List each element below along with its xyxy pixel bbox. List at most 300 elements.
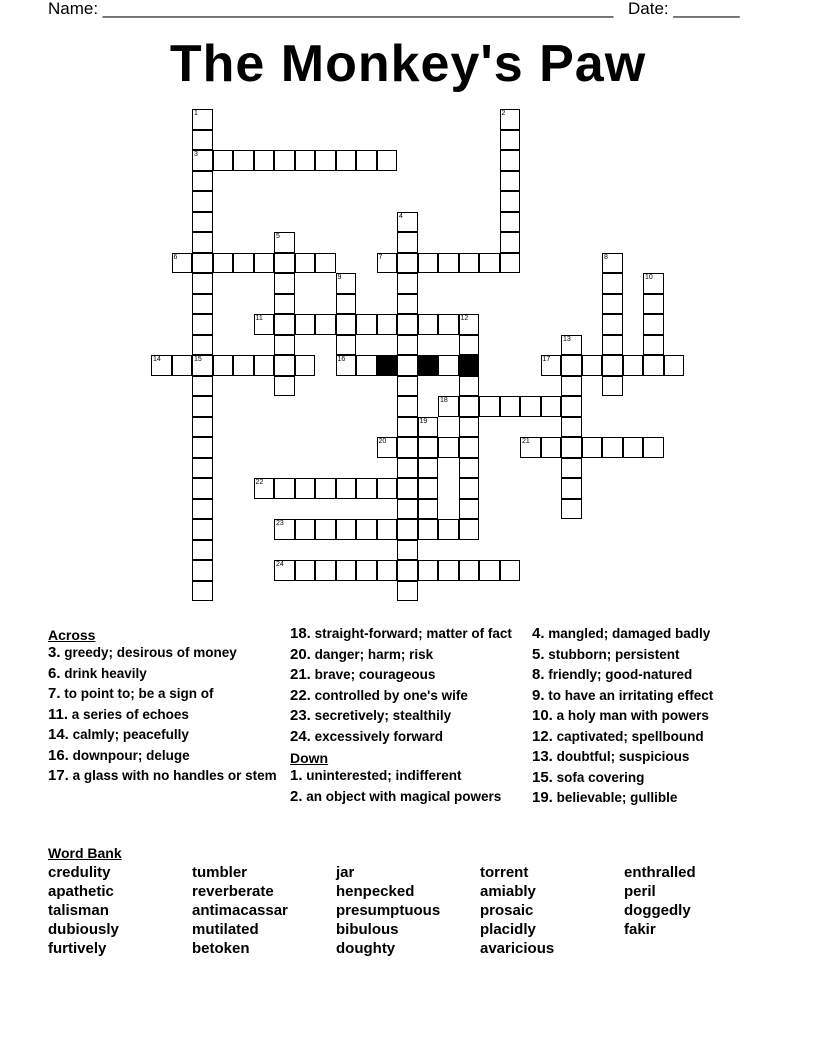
grid-cell[interactable]: [315, 560, 336, 581]
grid-cell[interactable]: [500, 212, 521, 233]
grid-cell[interactable]: [520, 396, 541, 417]
clue-number: 20: [378, 438, 387, 445]
word-bank-column: [624, 863, 764, 939]
grid-cell[interactable]: [459, 499, 480, 520]
grid-cell[interactable]: [459, 376, 480, 397]
word-bank-word: furtively: [48, 940, 107, 957]
clue-item: [290, 645, 530, 663]
grid-cell[interactable]: [541, 437, 562, 458]
grid-cell[interactable]: [418, 458, 439, 479]
grid-cell[interactable]: [274, 335, 295, 356]
grid-cell[interactable]: [623, 355, 644, 376]
clue-text: a series of echoes: [68, 706, 189, 722]
clue-number-label: 21.: [290, 666, 311, 683]
grid-cell[interactable]: [397, 212, 418, 233]
across-heading: Across: [48, 627, 96, 643]
clue-item: [290, 709, 530, 723]
grid-cell[interactable]: [233, 355, 254, 376]
clue-item: [290, 627, 530, 641]
clue-number-label: 19.: [532, 789, 553, 806]
clue-number-label: 17.: [48, 767, 69, 784]
grid-cell[interactable]: [664, 355, 685, 376]
grid-cell[interactable]: [561, 355, 582, 376]
grid-cell[interactable]: [192, 519, 213, 540]
grid-cell[interactable]: [459, 458, 480, 479]
grid-cell[interactable]: [602, 437, 623, 458]
grid-cell[interactable]: [397, 540, 418, 561]
grid-cell[interactable]: [356, 355, 377, 376]
grid-cell[interactable]: [418, 437, 439, 458]
grid-cell[interactable]: [377, 519, 398, 540]
grid-cell[interactable]: [418, 519, 439, 540]
clue-text: mangled; damaged badly: [544, 626, 711, 641]
clue-number-label: 12.: [532, 727, 553, 745]
clue-number-label: 9.: [532, 686, 545, 704]
grid-cell[interactable]: [336, 560, 357, 581]
grid-cell[interactable]: [254, 253, 275, 274]
grid-cell[interactable]: [192, 232, 213, 253]
clue-text: drink heavily: [60, 665, 147, 681]
clue-item: [532, 750, 772, 764]
grid-cell[interactable]: [418, 478, 439, 499]
word-bank-word: credulity: [48, 864, 111, 881]
clue-item: [48, 664, 288, 682]
grid-cell[interactable]: [602, 314, 623, 335]
grid-cell[interactable]: [295, 560, 316, 581]
grid-cell[interactable]: [459, 437, 480, 458]
clue-number: 2: [501, 110, 506, 117]
clue-text: captivated; spellbound: [552, 728, 704, 744]
grid-cell[interactable]: [295, 253, 316, 274]
grid-cell[interactable]: [274, 355, 295, 376]
grid-cell[interactable]: [561, 458, 582, 479]
grid-cell[interactable]: [438, 314, 459, 335]
clue-text: straight-forward; matter of fact: [310, 626, 512, 641]
clue-item: [532, 668, 772, 682]
grid-cell[interactable]: [643, 335, 664, 356]
clue-text: friendly; good-natured: [544, 667, 693, 682]
grid-cell[interactable]: [336, 294, 357, 315]
grid-cell[interactable]: [479, 396, 500, 417]
grid-cell[interactable]: [254, 150, 275, 171]
grid-cell[interactable]: [192, 335, 213, 356]
clue-number-label: 1.: [290, 767, 303, 784]
clue-number: 12: [460, 315, 469, 322]
clue-number: 19: [419, 417, 428, 425]
grid-cell[interactable]: [500, 130, 521, 151]
grid-cell[interactable]: [336, 335, 357, 356]
grid-cell[interactable]: [315, 253, 336, 274]
grid-cell[interactable]: [356, 314, 377, 335]
clue-item: [48, 687, 288, 701]
clue-number: 14: [153, 356, 161, 363]
grid-cell[interactable]: [520, 437, 541, 458]
grid-cell[interactable]: [192, 581, 213, 602]
grid-cell[interactable]: [295, 519, 316, 540]
grid-cell[interactable]: [315, 519, 336, 540]
clue-text: to have an irritating effect: [544, 687, 714, 703]
clue-text: a glass with no handles or stem: [68, 768, 277, 783]
clue-text: to point to; be a sign of: [60, 686, 214, 701]
grid-cell[interactable]: [192, 212, 213, 233]
grid-cell[interactable]: [377, 437, 398, 458]
grid-cell[interactable]: [336, 519, 357, 540]
grid-cell[interactable]: [397, 294, 418, 315]
page-title: The Monkey's Paw: [169, 35, 647, 93]
clue-number: 5: [276, 233, 280, 240]
clue-number: 13: [563, 335, 571, 343]
grid-cell[interactable]: [602, 335, 623, 356]
grid-cell[interactable]: [192, 458, 213, 479]
grid-cell[interactable]: [602, 253, 623, 274]
grid-cell[interactable]: [643, 314, 664, 335]
grid-cell[interactable]: [541, 355, 562, 376]
grid-cell[interactable]: [418, 560, 439, 581]
grid-cell[interactable]: [459, 478, 480, 499]
grid-cell[interactable]: [438, 560, 459, 581]
grid-cell[interactable]: [397, 519, 418, 540]
grid-cell[interactable]: [315, 478, 336, 499]
grid-cell[interactable]: [274, 232, 295, 253]
grid-cell[interactable]: [274, 273, 295, 294]
grid-cell[interactable]: [336, 355, 357, 376]
clue-number: 22: [255, 479, 264, 486]
clue-number: 8: [604, 253, 608, 261]
grid-cell[interactable]: [500, 560, 521, 581]
clue-number: 17: [542, 356, 551, 363]
grid-cell[interactable]: [561, 417, 582, 438]
clue-item: [290, 727, 530, 745]
grid-cell[interactable]: [172, 253, 193, 274]
word-bank-word: torrent: [480, 864, 529, 881]
grid-cell[interactable]: [192, 150, 213, 171]
word-bank-word: enthralled: [624, 864, 696, 881]
grid-cell[interactable]: [377, 314, 398, 335]
grid-cell[interactable]: [500, 253, 521, 274]
grid-cell[interactable]: [438, 437, 459, 458]
grid-cell[interactable]: [172, 355, 193, 376]
clue-text: excessively forward: [310, 728, 443, 744]
clue-text: calmly; peacefully: [68, 727, 189, 742]
word-bank-word: prosaic: [480, 902, 534, 919]
grid-cell[interactable]: [438, 519, 459, 540]
grid-cell[interactable]: [192, 130, 213, 151]
grid-cell[interactable]: [397, 355, 418, 376]
grid-cell[interactable]: [295, 150, 316, 171]
date-field[interactable]: Date: _______: [628, 0, 740, 18]
clue-item: [290, 769, 530, 783]
grid-cell[interactable]: [192, 376, 213, 397]
grid-cell[interactable]: [274, 478, 295, 499]
clue-number: 21: [522, 438, 530, 445]
clue-number-label: 5.: [532, 645, 545, 663]
grid-cell[interactable]: [623, 437, 644, 458]
clue-text: doubtful; suspicious: [552, 749, 690, 764]
clue-item: [290, 787, 530, 805]
clue-number-label: 20.: [290, 645, 311, 663]
grid-cell[interactable]: [541, 396, 562, 417]
clue-number-label: 18.: [290, 625, 311, 642]
clue-number: 9: [337, 274, 342, 281]
grid-cell[interactable]: [254, 314, 275, 335]
grid-cell[interactable]: [274, 314, 295, 335]
grid-cell[interactable]: [274, 560, 295, 581]
clue-column-3: [532, 627, 772, 812]
grid-cell[interactable]: [459, 519, 480, 540]
grid-cell[interactable]: [479, 560, 500, 581]
grid-cell[interactable]: [377, 560, 398, 581]
clue-text: sofa covering: [552, 769, 645, 785]
clue-number-label: 22.: [290, 686, 311, 704]
word-bank-heading: Word Bank: [48, 845, 122, 861]
clue-item: [48, 646, 288, 660]
grid-cell[interactable]: [315, 314, 336, 335]
grid-cell[interactable]: [213, 253, 234, 274]
word-bank-word: amiably: [480, 883, 536, 900]
clue-number-label: 15.: [532, 768, 553, 786]
grid-cell[interactable]: [213, 150, 234, 171]
grid-cell[interactable]: [643, 273, 664, 294]
grid-cell[interactable]: [254, 478, 275, 499]
clue-number: 11: [255, 315, 263, 322]
grid-cell[interactable]: [192, 560, 213, 581]
clue-number-label: 3.: [48, 644, 61, 661]
grid-cell[interactable]: [561, 335, 582, 356]
grid-cell[interactable]: [274, 150, 295, 171]
clue-text: greedy; desirous of money: [60, 645, 237, 660]
grid-cell[interactable]: [643, 437, 664, 458]
clue-text: secretively; stealthily: [310, 708, 452, 723]
grid-cell[interactable]: [377, 150, 398, 171]
clue-item: [48, 769, 288, 783]
clue-item: [290, 668, 530, 682]
clue-number-label: 14.: [48, 726, 69, 743]
grid-cell[interactable]: [192, 171, 213, 192]
grid-cell[interactable]: [397, 314, 418, 335]
word-bank-word: bibulous: [336, 921, 399, 938]
clue-text: danger; harm; risk: [310, 646, 434, 662]
word-bank-word: henpecked: [336, 883, 415, 900]
grid-cell[interactable]: [479, 253, 500, 274]
word-bank-word: dubiously: [48, 921, 119, 938]
clue-item: [532, 709, 772, 723]
grid-cell[interactable]: [192, 417, 213, 438]
grid-cell[interactable]: [561, 499, 582, 520]
clue-number: 4: [399, 212, 403, 220]
clue-column-1: [48, 627, 288, 790]
clue-number: 1: [194, 110, 198, 117]
grid-cell[interactable]: [356, 150, 377, 171]
grid-cell[interactable]: [602, 376, 623, 397]
grid-cell[interactable]: [500, 150, 521, 171]
grid-cell[interactable]: [561, 396, 582, 417]
grid-cell[interactable]: [192, 540, 213, 561]
clue-number: 6: [173, 253, 178, 261]
clue-number: 23: [276, 520, 284, 527]
word-bank-word: presumptuous: [336, 902, 441, 919]
word-bank-word: mutilated: [192, 921, 259, 938]
grid-cell[interactable]: [192, 499, 213, 520]
black-cell: [377, 355, 398, 376]
word-bank-column: [192, 863, 332, 958]
word-bank-word: antimacassar: [192, 902, 288, 919]
grid-cell[interactable]: [397, 376, 418, 397]
clue-item: [290, 686, 530, 704]
word-bank-word: doughty: [336, 940, 396, 957]
grid-cell[interactable]: [274, 253, 295, 274]
grid-cell[interactable]: [500, 396, 521, 417]
grid-cell[interactable]: [192, 437, 213, 458]
clue-number: 10: [645, 274, 653, 281]
grid-cell[interactable]: [459, 396, 480, 417]
grid-cell[interactable]: [500, 109, 521, 130]
grid-cell[interactable]: [233, 253, 254, 274]
grid-cell[interactable]: [582, 355, 603, 376]
grid-cell[interactable]: [643, 355, 664, 376]
grid-cell[interactable]: [397, 335, 418, 356]
clue-number-label: 24.: [290, 727, 311, 745]
clue-number-label: 11.: [48, 705, 69, 723]
grid-cell[interactable]: [274, 519, 295, 540]
grid-cell[interactable]: [315, 150, 336, 171]
clue-number-label: 6.: [48, 664, 61, 682]
grid-cell[interactable]: [274, 376, 295, 397]
word-bank-column: [48, 863, 188, 958]
word-bank-word: doggedly: [624, 902, 691, 919]
grid-cell[interactable]: [500, 191, 521, 212]
grid-cell[interactable]: [213, 355, 234, 376]
clue-text: brave; courageous: [310, 667, 436, 682]
grid-cell[interactable]: [397, 437, 418, 458]
clue-text: a holy man with powers: [552, 708, 709, 723]
grid-cell[interactable]: [377, 478, 398, 499]
grid-cell[interactable]: [397, 581, 418, 602]
grid-cell[interactable]: [459, 314, 480, 335]
word-bank-word: talisman: [48, 902, 109, 919]
grid-cell[interactable]: [192, 109, 213, 130]
grid-cell[interactable]: [561, 437, 582, 458]
grid-cell[interactable]: [336, 478, 357, 499]
grid-cell[interactable]: [500, 232, 521, 253]
grid-cell[interactable]: [438, 253, 459, 274]
grid-cell[interactable]: [233, 150, 254, 171]
grid-cell[interactable]: [602, 273, 623, 294]
grid-cell[interactable]: [438, 396, 459, 417]
grid-cell[interactable]: [418, 499, 439, 520]
grid-cell[interactable]: [295, 478, 316, 499]
grid-cell[interactable]: [397, 499, 418, 520]
grid-cell[interactable]: [397, 253, 418, 274]
clue-item: [48, 728, 288, 742]
grid-cell[interactable]: [192, 273, 213, 294]
grid-cell[interactable]: [192, 396, 213, 417]
grid-cell[interactable]: [561, 478, 582, 499]
grid-cell[interactable]: [643, 294, 664, 315]
grid-cell[interactable]: [397, 232, 418, 253]
black-cell: [459, 355, 480, 376]
grid-cell[interactable]: [356, 519, 377, 540]
grid-cell[interactable]: [336, 150, 357, 171]
word-bank-word: betoken: [192, 940, 250, 957]
word-bank-word: reverberate: [192, 883, 274, 900]
grid-cell[interactable]: [192, 355, 213, 376]
word-bank-word: jar: [336, 864, 355, 881]
grid-cell[interactable]: [397, 458, 418, 479]
grid-cell[interactable]: [459, 417, 480, 438]
grid-cell[interactable]: [254, 355, 275, 376]
grid-cell[interactable]: [418, 417, 439, 438]
grid-cell[interactable]: [438, 355, 459, 376]
grid-cell[interactable]: [418, 314, 439, 335]
grid-cell[interactable]: [336, 314, 357, 335]
grid-cell[interactable]: [459, 253, 480, 274]
clue-number-label: 2.: [290, 787, 303, 805]
word-bank-word: apathetic: [48, 883, 114, 900]
grid-cell[interactable]: [459, 560, 480, 581]
grid-cell[interactable]: [459, 335, 480, 356]
clue-number: 3: [194, 151, 198, 158]
clue-text: uninterested; indifferent: [302, 768, 462, 783]
clue-item: [532, 686, 772, 704]
clue-text: downpour; deluge: [68, 747, 190, 763]
grid-cell[interactable]: [192, 253, 213, 274]
clue-number: 16: [337, 356, 346, 363]
clue-number: 15: [194, 356, 202, 363]
grid-cell[interactable]: [356, 478, 377, 499]
grid-cell[interactable]: [151, 355, 172, 376]
grid-cell[interactable]: [295, 355, 316, 376]
grid-cell[interactable]: [274, 294, 295, 315]
grid-cell[interactable]: [418, 253, 439, 274]
grid-cell[interactable]: [356, 560, 377, 581]
grid-cell[interactable]: [500, 171, 521, 192]
clue-text: an object with magical powers: [302, 788, 502, 804]
grid-cell[interactable]: [192, 294, 213, 315]
clue-number: 7: [378, 253, 383, 261]
word-bank-word: tumbler: [192, 864, 248, 881]
grid-cell[interactable]: [397, 478, 418, 499]
grid-cell[interactable]: [295, 314, 316, 335]
grid-cell[interactable]: [397, 417, 418, 438]
grid-cell[interactable]: [582, 437, 603, 458]
clue-number-label: 7.: [48, 685, 61, 702]
grid-cell[interactable]: [336, 273, 357, 294]
grid-cell[interactable]: [602, 294, 623, 315]
grid-cell[interactable]: [397, 396, 418, 417]
clue-number-label: 4.: [532, 625, 545, 642]
black-cell: [418, 355, 439, 376]
clue-item: [532, 727, 772, 745]
clue-item: [532, 645, 772, 663]
clue-number-label: 8.: [532, 666, 545, 683]
grid-cell[interactable]: [397, 273, 418, 294]
clue-text: believable; gullible: [552, 790, 678, 805]
grid-cell[interactable]: [192, 191, 213, 212]
grid-cell[interactable]: [192, 478, 213, 499]
word-bank-word: peril: [624, 883, 656, 900]
clue-item: [48, 705, 288, 723]
clue-number-label: 10.: [532, 707, 553, 724]
clue-item: [532, 768, 772, 786]
down-heading: Down: [290, 750, 329, 766]
grid-cell[interactable]: [602, 355, 623, 376]
grid-cell[interactable]: [397, 560, 418, 581]
grid-cell[interactable]: [561, 376, 582, 397]
name-field[interactable]: Name: ______________________________________________________: [48, 0, 614, 18]
grid-cell[interactable]: [377, 253, 398, 274]
grid-cell[interactable]: [192, 314, 213, 335]
word-bank-word: avaricious: [480, 940, 555, 957]
